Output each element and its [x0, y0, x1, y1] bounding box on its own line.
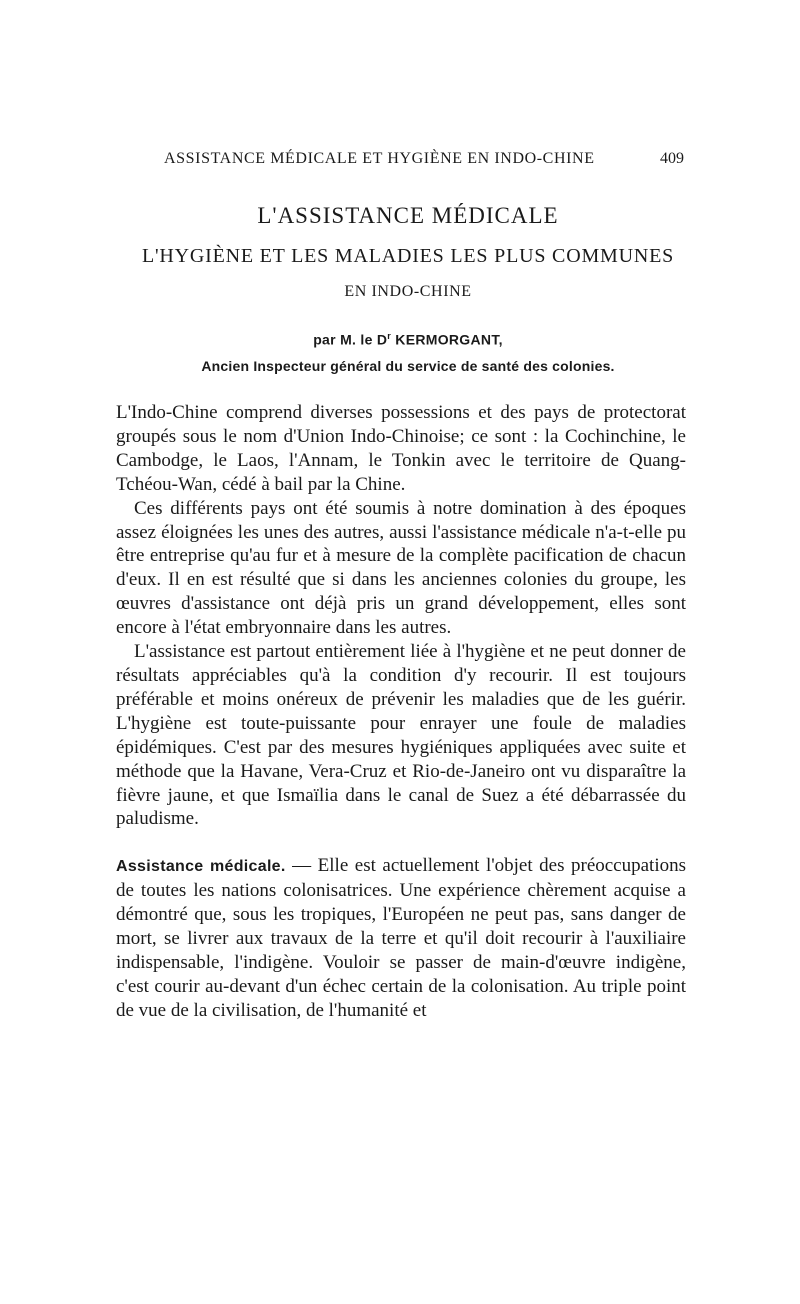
author-affiliation: Ancien Inspecteur général du service de santé des colonies.: [201, 358, 615, 374]
paragraph-2: Ces différents pays ont été soumis à notre domination à des époques assez éloignées les unes des autres, aussi l'assistance médicale n'a-t-elle pu être entreprise qu'au fur et à mesure de la complète pacification de chacun d'eux. Il en est résulté que si dans les anciennes colonies du groupe, les œuvres d'assistance ont déjà pris un grand développement, elles sont encore à l'état embryonnaire dans les autres.: [116, 497, 686, 639]
section-text: — Elle est actuellement l'objet des préoccupations de toutes les nations colonisatrices. Une expérience chèrement acquise a démontré que, sous les tropiques, l'Européen ne peut pas, sans danger de mort, se livrer aux travaux de la terre et qu'il doit recourir à l'auxiliaire indispensable, l'indigène. Vouloir se passer de main-d'œuvre indigène, c'est courir au-devant d'un échec certain de la colonisation. Au triple point de vue de la civilisation, de l'humanité et: [116, 855, 687, 1021]
article-subtitle-region: EN INDO-CHINE: [344, 283, 472, 300]
section-paragraph: [116, 854, 686, 1022]
section-lead: Assistance médicale.: [116, 858, 286, 876]
byline-superscript: r: [387, 331, 392, 341]
byline: [118, 331, 698, 348]
byline-prefix: par M. le D: [313, 331, 388, 348]
paragraph-3: L'assistance est partout entièrement liée à l'hygiène et ne peut donner de résultats appréciables qu'à la condition d'y recourir. Il est toujours préférable et moins onéreux de prévenir les maladies que de les guérir. L'hygiène est toute-puissante pour enrayer une foule de maladies épidémiques. C'est par des mesures hygiéniques appliquées avec suite et méthode que la Havane, Vera-Cruz et Rio-de-Janeiro ont vu disparaître la fièvre jaune, et que Ismaïlia dans le canal de Suez a été débarrassée du paludisme.: [116, 641, 686, 830]
paragraph-1: L'Indo-Chine comprend diverses possessions et des pays de protectorat groupés sous le nom d'Union Indo-Chinoise; ce sont : la Cochinchine, le Cambodge, le Laos, l'Annam, le Tonkin avec le territoire de Quang-Tchéou-Wan, cédé à bail par la Chine.: [116, 402, 686, 495]
page-number: 409: [660, 150, 684, 167]
article-body: [116, 401, 686, 1023]
running-head-title: ASSISTANCE MÉDICALE ET HYGIÈNE EN INDO-CHINE: [164, 150, 595, 167]
article-subtitle: L'HYGIÈNE ET LES MALADIES LES PLUS COMMUNES: [141, 245, 675, 267]
article-title: L'ASSISTANCE MÉDICALE: [257, 203, 559, 228]
running-head: [164, 150, 684, 174]
byline-author: KERMORGANT,: [391, 331, 503, 348]
